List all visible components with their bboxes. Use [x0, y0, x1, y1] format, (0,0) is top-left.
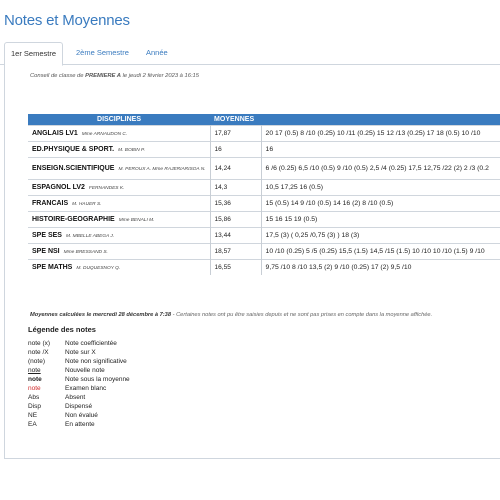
teacher-name: Mme BENALI M.	[118, 218, 155, 223]
legend-desc: Note sur X	[65, 349, 96, 356]
teacher-name: Mme ARNAUDON C.	[81, 132, 128, 137]
conseil-de-classe-info	[30, 73, 199, 79]
legend-desc: Non évalué	[65, 412, 98, 419]
teacher-name: M. MBELLE ABEGA J.	[65, 234, 115, 239]
header-moyennes: MOYENNES	[210, 114, 261, 126]
table-row[interactable]	[28, 228, 500, 244]
notes-list[interactable]: 17,5 (3) ( 0,25 /0,75 (3) ) 18 (3)	[261, 228, 500, 244]
discipline-name: ENSEIGN.SCIENTIFIQUE	[32, 164, 115, 172]
notes-list[interactable]: 15 (0.5) 14 9 /10 (0.5) 14 16 (2) 8 /10 (0.5)	[261, 196, 500, 212]
notes-list[interactable]: 15 16 15 19 (0.5)	[261, 212, 500, 228]
legend-key: (note)	[28, 358, 45, 365]
notes-list[interactable]: 10,5 17,25 16 (0.5)	[261, 180, 500, 196]
moyenne-value: 15,86	[210, 212, 261, 228]
moyenne-value: 16	[210, 142, 261, 158]
grades-table	[28, 114, 500, 275]
table-row[interactable]	[28, 244, 500, 260]
legend-key: note	[28, 376, 42, 383]
table-row[interactable]	[28, 142, 500, 158]
discipline-name: SPE MATHS	[32, 264, 73, 271]
table-row[interactable]	[28, 196, 500, 212]
legend-key: note (x)	[28, 340, 51, 347]
legend-key: Abs	[28, 394, 40, 401]
discipline-cell	[28, 244, 210, 260]
table-row[interactable]	[28, 260, 500, 276]
legend-desc: Note sous la moyenne	[65, 376, 130, 383]
notes-list[interactable]: 6 /6 (0.25) 6,5 /10 (0.5) 9 /10 (0.5) 2,5 /4 (0.25) 17,5 12,75 /22 (2) 2 /3 (0.2	[261, 158, 500, 180]
discipline-name: ANGLAIS LV1	[32, 130, 78, 137]
teacher-name: M. HAUER S.	[72, 202, 102, 207]
moyenne-value: 14,24	[210, 158, 261, 180]
legend-desc: Dispensé	[65, 403, 93, 410]
moyenne-value: 17,87	[210, 126, 261, 142]
legend-desc: Absent	[65, 394, 86, 401]
tab-1er-semestre[interactable]: 1er Semestre	[4, 42, 63, 66]
notes-list[interactable]: 9,75 /10 8 /10 13,5 (2) 9 /10 (0.25) 17 (2) 9,5 /10	[261, 260, 500, 276]
discipline-cell	[28, 158, 210, 180]
calc-disclaimer: - Certaines notes ont pu être saisies depuis et ne sont pas prises en compte dans la moyenne affichée.	[171, 312, 433, 318]
legend-desc: Note coefficientée	[65, 340, 117, 347]
teacher-name: M. PEROUX A. Mme RAJERIARISOA N.	[118, 166, 206, 172]
page-title: Notes et Moyennes	[4, 12, 130, 29]
table-row[interactable]	[28, 126, 500, 142]
discipline-name: ED.PHYSIQUE & SPORT.	[32, 146, 115, 153]
moyennes-calculation-note	[30, 312, 432, 318]
discipline-cell	[28, 228, 210, 244]
moyenne-value: 18,57	[210, 244, 261, 260]
header-disciplines: DISCIPLINES	[28, 114, 210, 126]
conseil-classe: PREMIERE A	[85, 73, 121, 79]
legend-key: note	[28, 385, 41, 392]
moyenne-value: 16,55	[210, 260, 261, 276]
conseil-prefix: Conseil de classe de	[30, 73, 84, 79]
discipline-name: SPE NSI	[32, 248, 60, 255]
teacher-name: M. DUQUESNOY Q.	[76, 266, 121, 271]
discipline-cell	[28, 126, 210, 142]
semester-tabs	[0, 40, 500, 65]
legend-key: Disp	[28, 403, 42, 410]
discipline-name: FRANCAIS	[32, 200, 69, 207]
notes-list[interactable]: 10 /10 (0.25) 5 /5 (0.25) 15,5 (1.5) 14,5 /15 (1.5) 10 /10 10 /10 (1.5) 9 /10	[261, 244, 500, 260]
discipline-name: HISTOIRE-GEOGRAPHIE	[32, 216, 115, 223]
legend-key: EA	[28, 421, 37, 428]
discipline-name: ESPAGNOL LV2	[32, 184, 85, 191]
legend-title: Légende des notes	[28, 325, 96, 334]
discipline-cell	[28, 260, 210, 276]
table-header	[28, 114, 500, 126]
table-row[interactable]	[28, 180, 500, 196]
notes-list[interactable]: 16	[261, 142, 500, 158]
moyenne-value: 14,3	[210, 180, 261, 196]
teacher-name: FERNANDES K.	[88, 186, 125, 191]
legend-desc: Note non significative	[65, 358, 127, 365]
discipline-cell	[28, 196, 210, 212]
tab-2eme-semestre[interactable]: 2ème Semestre	[76, 48, 129, 57]
header-notes	[261, 114, 500, 126]
legend-key: NE	[28, 412, 38, 419]
teacher-name: Mme BRESSAND S.	[63, 250, 108, 255]
table-row[interactable]	[28, 212, 500, 228]
legend-desc: Nouvelle note	[65, 367, 105, 374]
legend-key: note /X	[28, 349, 49, 356]
legend-desc: En attente	[65, 421, 95, 428]
moyenne-value: 15,36	[210, 196, 261, 212]
teacher-name: M. BOBIN P.	[118, 148, 145, 153]
discipline-cell	[28, 142, 210, 158]
discipline-name: SPE SES	[32, 232, 62, 239]
discipline-cell	[28, 212, 210, 228]
discipline-cell	[28, 180, 210, 196]
legend-desc: Examen blanc	[65, 385, 107, 392]
notes-list[interactable]: 20 17 (0.5) 8 /10 (0.25) 10 /11 (0.25) 15 12 /13 (0.25) 17 18 (0.5) 10 /10	[261, 126, 500, 142]
calc-date: Moyennes calculées le mercredi 28 décembre à 7:38	[30, 312, 172, 318]
legend-key: note	[28, 367, 41, 374]
table-row[interactable]	[28, 158, 500, 180]
tab-annee[interactable]: Année	[146, 48, 168, 57]
moyenne-value: 13,44	[210, 228, 261, 244]
conseil-date: le jeudi 2 février 2023 à 16:15	[122, 73, 200, 79]
